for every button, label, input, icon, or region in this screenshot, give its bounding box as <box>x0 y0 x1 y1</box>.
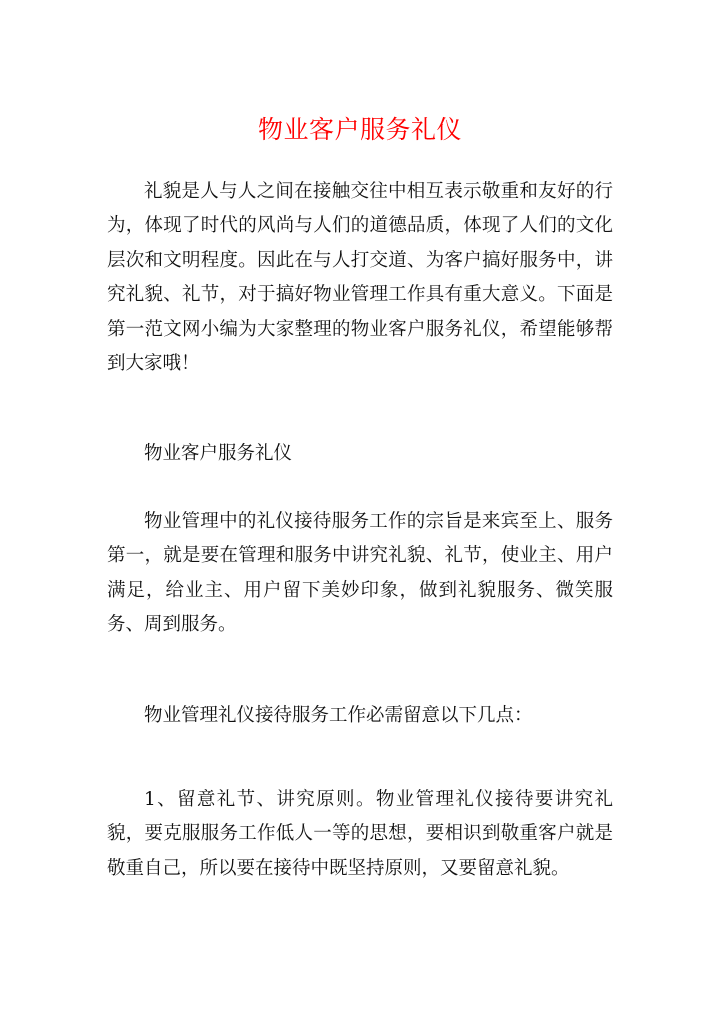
section-heading: 物业客户服务礼仪 <box>144 443 293 464</box>
points-intro-paragraph: 物业管理礼仪接待服务工作必需留意以下几点： <box>144 705 533 726</box>
purpose-paragraph: 物业管理中的礼仪接待服务工作的宗旨是来宾至上、服务第一，就是要在管理和服务中讲究礼貌、礼节，使业主、用户满足，给业主、用户留下美妙印象，做到礼貌服务、微笑服务、周到服务。 <box>107 511 613 636</box>
document-title: 物业客户服务礼仪 <box>257 115 462 144</box>
intro-paragraph: 礼貌是人与人之间在接触交往中相互表示敬重和友好的行为，体现了时代的风尚与人们的道德品质，体现了人们的文化层次和文明程度。因此在与人打交道、为客户搞好服务中，讲究礼貌、礼节，对于搞好物业管理工作具有重大意义。下面是第一范文网小编为大家整理的物业客户服务礼仪，希望能够帮到大家哦！ <box>107 181 613 375</box>
point-one-paragraph: 1、留意礼节、讲究原则。物业管理礼仪接待要讲究礼貌，要克服服务工作低人一等的思想，要相识到敬重客户就是敬重自己，所以要在接待中既坚持原则，又要留意礼貌。 <box>107 789 613 879</box>
